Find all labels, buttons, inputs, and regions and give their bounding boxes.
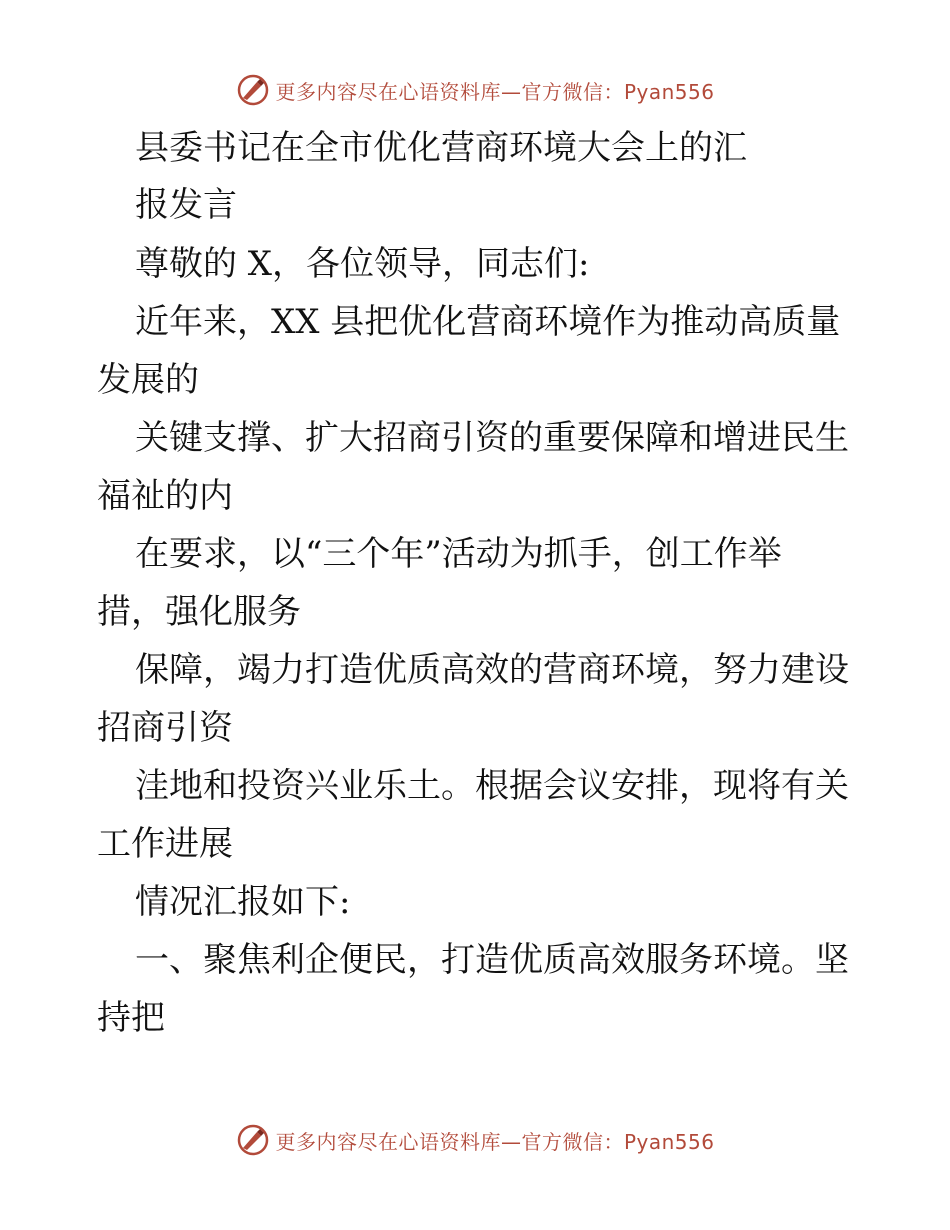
body-line: 措，强化服务	[97, 592, 301, 632]
salutation: 尊敬的 X，各位领导，同志们:	[135, 244, 590, 284]
body-line: 关键支撑、扩大招商引资的重要保障和增进民生	[135, 418, 849, 458]
body-line: 在要求，以“三个年”活动为抓手，创工作举	[135, 534, 782, 574]
watermark-text: 更多内容尽在心语资料库—官方微信：Pyan556	[275, 1129, 715, 1154]
body-line: 近年来，XX 县把优化营商环境作为推动高质量	[135, 302, 841, 342]
section-heading-line: 一、聚焦利企便民，打造优质高效服务环境。坚	[135, 940, 849, 980]
watermark-text: 更多内容尽在心语资料库—官方微信：Pyan556	[275, 79, 715, 104]
pen-logo-icon	[235, 72, 271, 108]
body-line: 福祉的内	[97, 476, 233, 516]
body-line: 洼地和投资兴业乐土。根据会议安排，现将有关	[135, 766, 849, 806]
watermark-header	[0, 70, 950, 110]
body-line: 保障，竭力打造优质高效的营商环境，努力建设	[135, 650, 849, 690]
body-line: 情况汇报如下:	[135, 882, 351, 922]
pen-logo-icon	[235, 1122, 271, 1158]
watermark-footer	[0, 1120, 950, 1160]
title-line-2: 报发言	[135, 185, 237, 225]
body-line: 招商引资	[97, 708, 233, 748]
body-line: 工作进展	[97, 824, 233, 864]
body-line: 持把	[97, 998, 165, 1038]
body-line: 发展的	[97, 360, 199, 400]
title-line-1: 县委书记在全市优化营商环境大会上的汇	[135, 128, 747, 168]
